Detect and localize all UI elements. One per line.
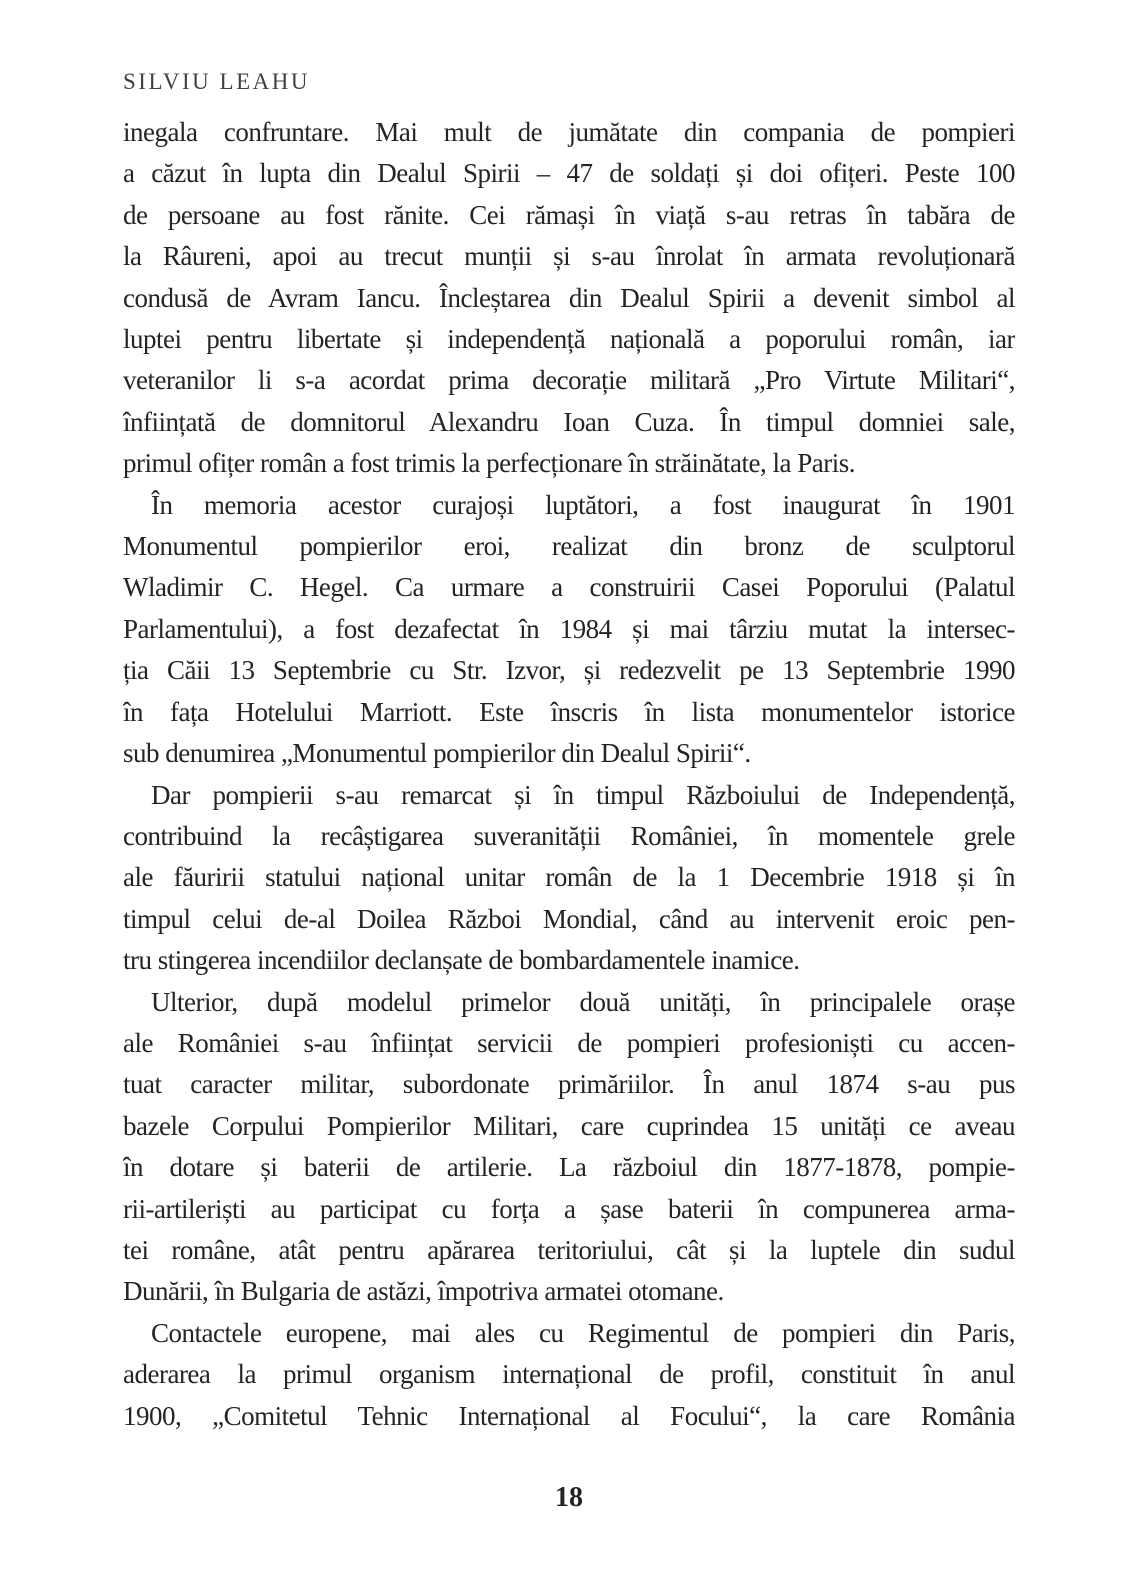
text-line: 1900, „Comitetul Tehnic Internațional al Focului“, la care România — [123, 1400, 1015, 1431]
paragraph — [123, 112, 1015, 485]
text-line: Dunării, în Bulgaria de astăzi, împotriva armatei otomane. — [123, 1276, 724, 1307]
page-number: 18 — [555, 1482, 583, 1513]
text-line: sub denumirea „Monumentul pompierilor din Dealul Spirii“. — [123, 738, 751, 769]
text-line: Dar pompierii s-au remarcat și în timpul Războiului de Independență, — [151, 779, 1015, 810]
running-header: SILVIU LEAHU — [123, 69, 310, 94]
text-line: luptei pentru libertate și independență națională a poporului român, iar — [123, 324, 1015, 355]
text-line: veteranilor li s-a acordat prima decorație militară „Pro Virtute Militari“, — [123, 365, 1015, 396]
text-line: timpul celui de-al Doilea Război Mondial, când au intervenit eroic pen- — [123, 903, 1015, 934]
text-line: ția Căii 13 Septembrie cu Str. Izvor, și redezvelit pe 13 Septembrie 1990 — [123, 655, 1015, 686]
paragraph — [123, 775, 1015, 982]
paragraph — [123, 485, 1015, 775]
text-line: ale României s-au înființat servicii de pompieri profesioniști cu accen- — [123, 1027, 1015, 1058]
text-line: înființată de domnitorul Alexandru Ioan Cuza. În timpul domniei sale, — [123, 406, 1015, 437]
text-line: aderarea la primul organism internațional de profil, constituit în anul — [123, 1359, 1015, 1390]
text-line: contribuind la recâștigarea suveranității României, în momentele grele — [123, 820, 1015, 851]
text-line: tei române, atât pentru apărarea teritoriului, cât și la luptele din sudul — [123, 1234, 1015, 1265]
text-line: Parlamentului), a fost dezafectat în 1984 și mai târziu mutat la intersec- — [123, 613, 1015, 644]
text-line: la Râureni, apoi au trecut munții și s-au înrolat în armata revoluționară — [123, 241, 1015, 272]
text-line: inegala confruntare. Mai mult de jumătate din compania de pompieri — [123, 117, 1015, 147]
text-line: condusă de Avram Iancu. Încleștarea din Dealul Spirii a devenit simbol al — [123, 282, 1015, 313]
body-text — [123, 112, 1015, 1437]
text-line: în fața Hotelului Marriott. Este înscris în lista monumentelor istorice — [123, 696, 1015, 727]
text-line: tru stingerea incendiilor declanșate de bombardamentele inamice. — [123, 945, 800, 976]
text-line: Contactele europene, mai ales cu Regimentul de pompieri din Paris, — [151, 1317, 1015, 1348]
text-line: rii-artileriști au participat cu forța a șase baterii în compunerea arma- — [123, 1193, 1015, 1224]
text-line: ale făuririi statului național unitar român de la 1 Decembrie 1918 și în — [123, 862, 1015, 893]
text-line: a căzut în lupta din Dealul Spirii – 47 de soldați și doi ofițeri. Peste 100 — [123, 158, 1015, 189]
text-line: primul ofițer român a fost trimis la perfecționare în străinătate, la Paris. — [123, 448, 855, 479]
text-line: în dotare și baterii de artilerie. La războiul din 1877-1878, pompie- — [123, 1152, 1015, 1183]
text-line: tuat caracter militar, subordonate primăriilor. În anul 1874 s-au pus — [123, 1069, 1015, 1100]
text-line: Wladimir C. Hegel. Ca urmare a construirii Casei Poporului (Palatul — [123, 572, 1015, 603]
paragraph — [123, 982, 1015, 1313]
text-line: bazele Corpului Pompierilor Militari, care cuprindea 15 unități ce aveau — [123, 1110, 1015, 1141]
text-line: de persoane au fost rănite. Cei rămași în viață s-au retras în tabăra de — [123, 199, 1015, 230]
text-line: Monumentul pompierilor eroi, realizat din bronz de sculptorul — [123, 531, 1015, 562]
paragraph — [123, 1313, 1015, 1437]
text-line: Ulterior, după modelul primelor două unități, în principalele orașe — [151, 986, 1015, 1017]
text-line: În memoria acestor curajoși luptători, a fost inaugurat în 1901 — [151, 489, 1015, 520]
